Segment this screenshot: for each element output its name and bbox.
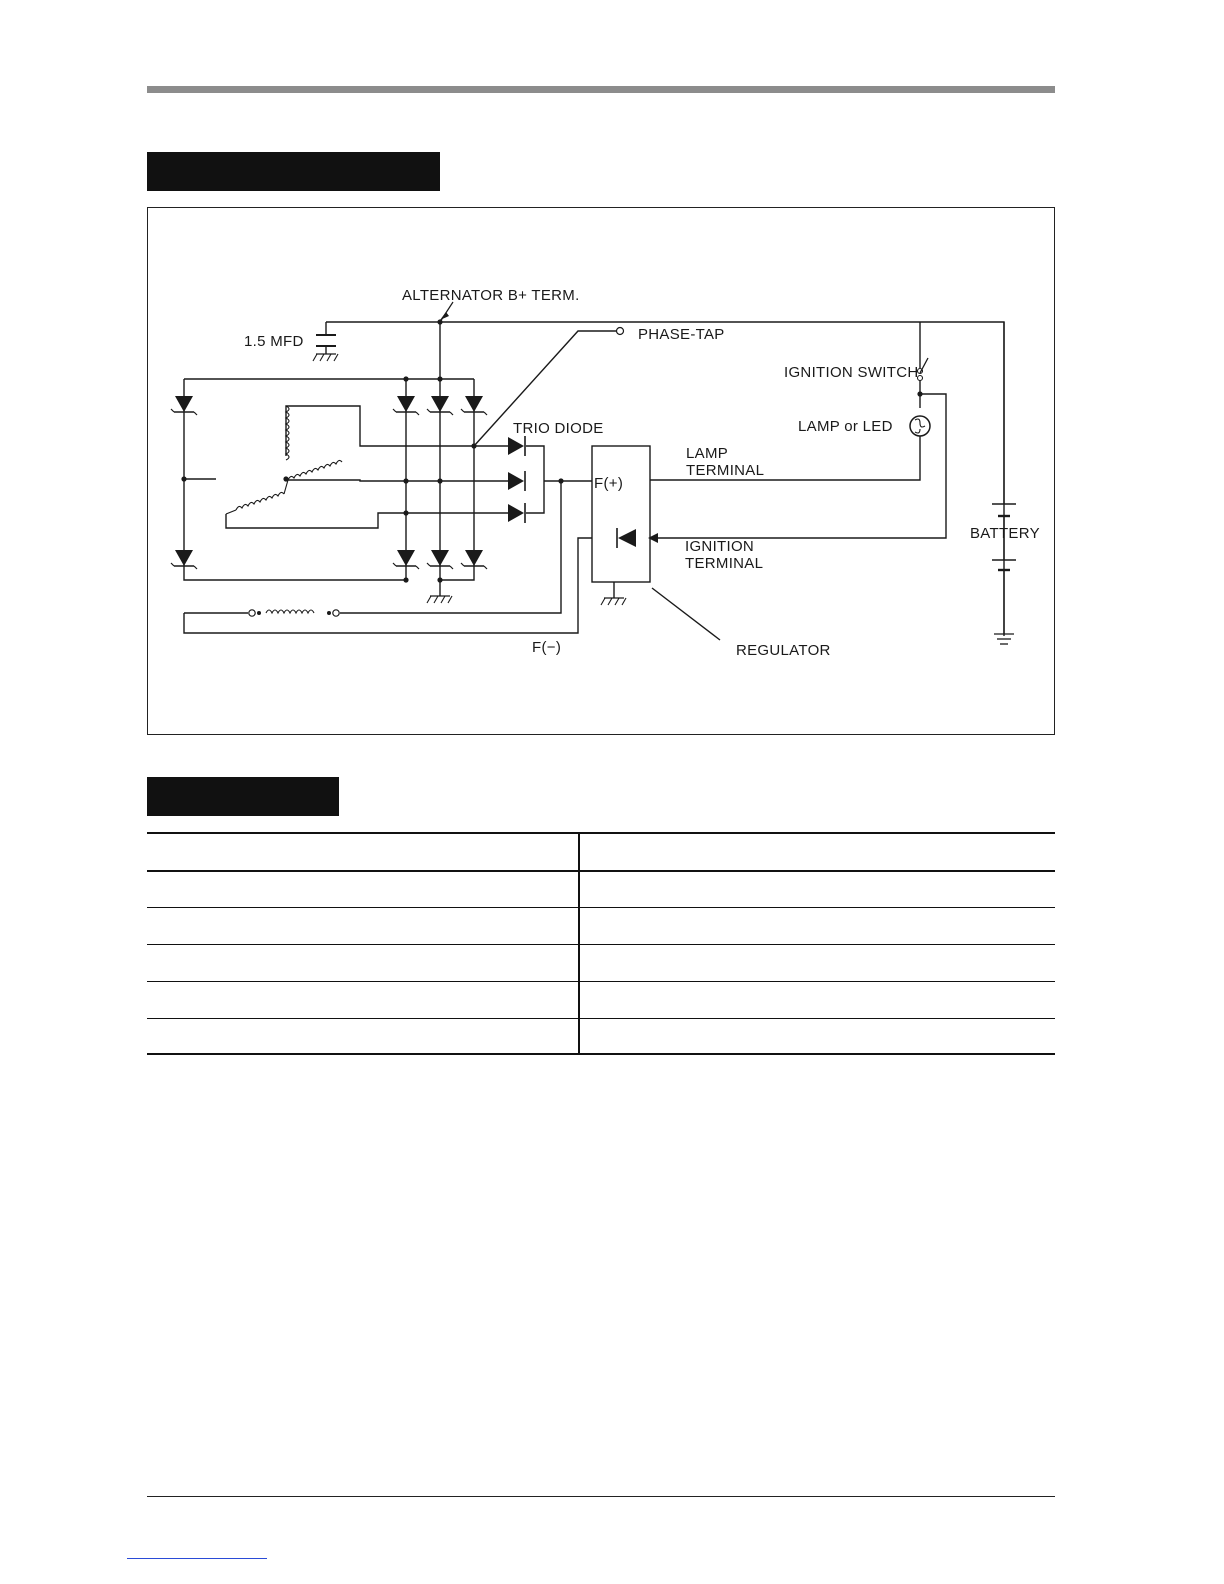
label-ignition-terminal-line1: IGNITION xyxy=(685,538,755,555)
table-rule-header xyxy=(147,870,1055,872)
label-capacitor: 1.5 MFD xyxy=(244,333,304,350)
label-f-minus: F(−) xyxy=(532,639,562,656)
label-phase-tap: PHASE-TAP xyxy=(638,326,725,343)
wiring-diagram-svg xyxy=(148,208,1054,734)
label-lamp-or-led: LAMP or LED xyxy=(798,418,893,435)
footer-link-underline[interactable] xyxy=(127,1558,267,1559)
label-regulator: REGULATOR xyxy=(736,642,831,659)
label-ignition-switch: IGNITION SWITCH xyxy=(784,364,919,381)
section-header-wiring-diagram xyxy=(147,152,440,191)
table-rule-top xyxy=(147,832,1055,834)
label-battery: BATTERY xyxy=(970,525,1040,542)
footer-rule xyxy=(147,1496,1055,1497)
table-row-divider xyxy=(147,1018,1055,1019)
label-ignition-terminal-line2: TERMINAL xyxy=(685,555,764,572)
label-f-plus: F(+) xyxy=(594,475,624,492)
table-rule-bottom xyxy=(147,1053,1055,1055)
wiring-diagram xyxy=(147,207,1055,735)
table-column-divider xyxy=(578,832,580,1055)
top-rule xyxy=(147,86,1055,93)
spec-table xyxy=(147,832,1055,1055)
label-lamp-terminal-line2: TERMINAL xyxy=(686,462,765,479)
table-row-divider xyxy=(147,907,1055,908)
table-row-divider xyxy=(147,944,1055,945)
label-trio-diode: TRIO DIODE xyxy=(513,420,604,437)
section-header-specifications xyxy=(147,777,339,816)
label-alternator-b-term: ALTERNATOR B+ TERM. xyxy=(402,287,580,304)
table-row-divider xyxy=(147,981,1055,982)
label-lamp-terminal-line1: LAMP xyxy=(686,445,729,462)
